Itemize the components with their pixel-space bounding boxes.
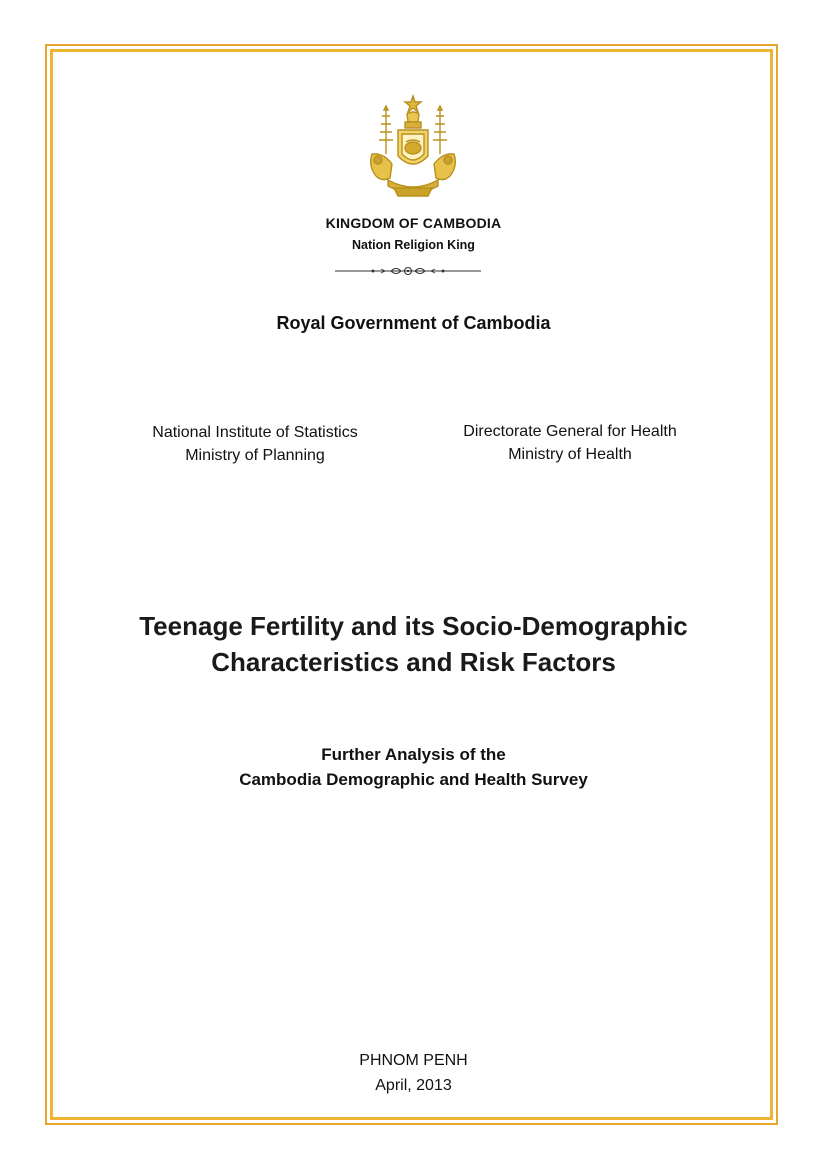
institution-left-name: National Institute of Statistics — [152, 424, 358, 441]
publication-city: PHNOM PENH — [359, 1052, 468, 1069]
institution-left — [125, 421, 385, 467]
document-subtitle-line-2: Cambodia Demographic and Health Survey — [239, 770, 588, 789]
institution-left-ministry: Ministry of Planning — [185, 447, 325, 464]
document-subtitle-line-1: Further Analysis of the — [321, 745, 506, 764]
country-name: KINGDOM OF CAMBODIA — [325, 215, 502, 231]
document-title — [0, 608, 827, 680]
royal-coat-of-arms-icon — [358, 94, 468, 204]
document-title-line-1: Teenage Fertility and its Socio-Demographic — [139, 611, 688, 641]
ornamental-divider-icon — [333, 264, 483, 278]
national-motto: Nation Religion King — [352, 238, 475, 252]
institution-right-ministry: Ministry of Health — [508, 446, 632, 463]
publication-date: April, 2013 — [375, 1077, 452, 1094]
publication-info — [0, 1048, 827, 1098]
institution-right — [440, 420, 700, 466]
document-title-line-2: Characteristics and Risk Factors — [211, 647, 616, 677]
institution-right-name: Directorate General for Health — [463, 423, 677, 440]
government-name: Royal Government of Cambodia — [276, 313, 551, 333]
page-border-inner — [50, 49, 773, 1120]
document-subtitle — [0, 742, 827, 792]
